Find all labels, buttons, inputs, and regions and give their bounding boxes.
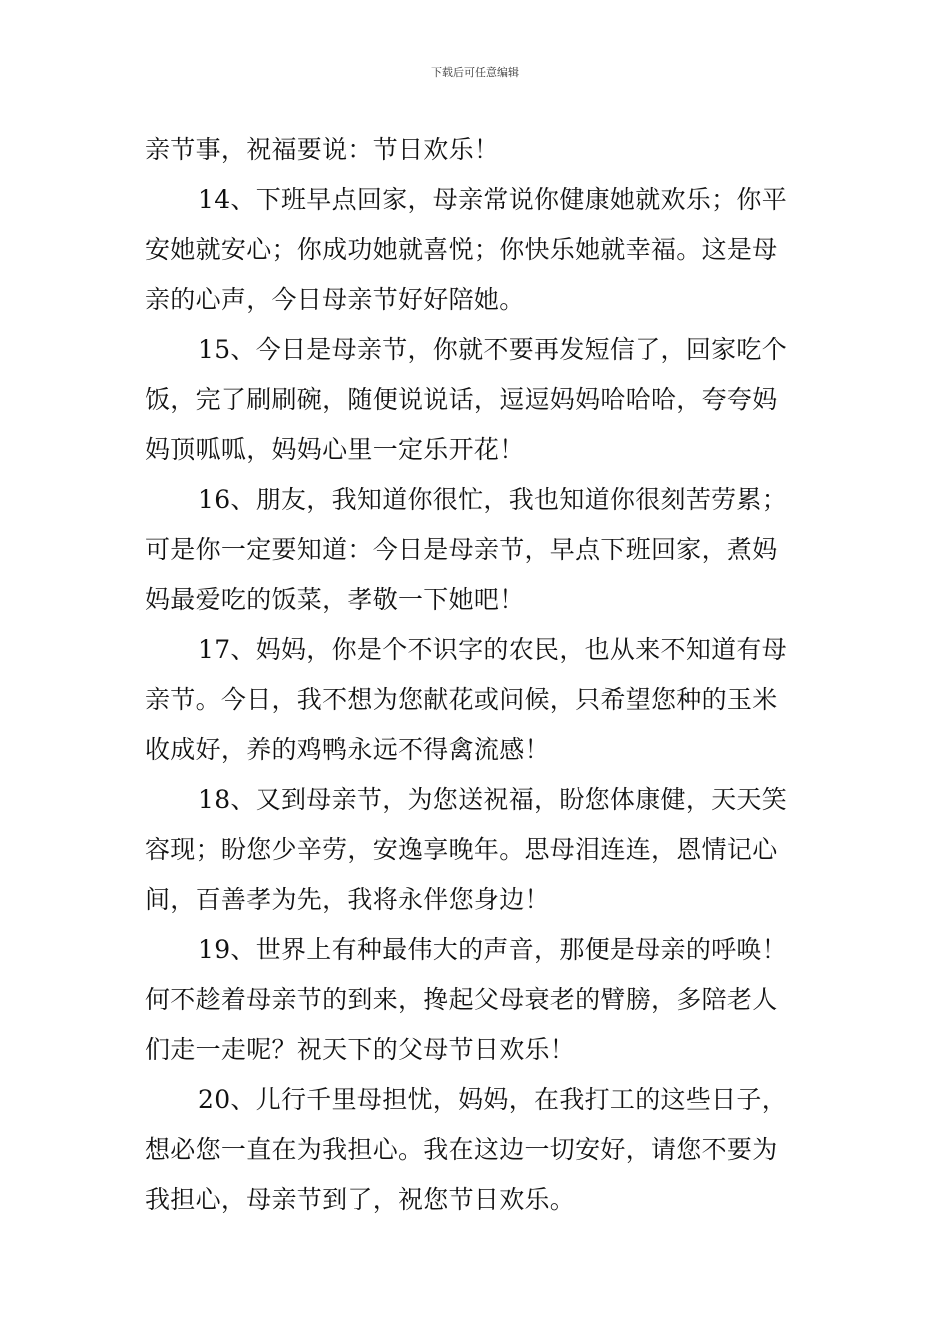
text-line: 收成好，养的鸡鸭永远不得禽流感！ bbox=[145, 735, 550, 764]
text-line: 妈顶呱呱，妈妈心里一定乐开花！ bbox=[145, 435, 525, 464]
text-line: 亲的心声，今日母亲节好好陪她。 bbox=[145, 285, 525, 314]
text-line: 可是你一定要知道：今日是母亲节，早点下班回家，煮妈 bbox=[145, 535, 778, 564]
paragraph-item-14 bbox=[145, 175, 810, 325]
text-line: 们走一走呢？祝天下的父母节日欢乐！ bbox=[145, 1035, 576, 1064]
text-line: 容现；盼您少辛劳，安逸享晚年。思母泪连连，恩情记心 bbox=[145, 835, 778, 864]
text-line: 饭，完了刷刷碗，随便说说话，逗逗妈妈哈哈哈，夸夸妈 bbox=[145, 385, 778, 414]
text-line: 15、今日是母亲节，你就不要再发短信了，回家吃个 bbox=[198, 335, 788, 364]
text-line: 间，百善孝为先，我将永伴您身边！ bbox=[145, 885, 550, 914]
paragraph-continuation bbox=[145, 125, 810, 175]
text-line: 19、世界上有种最伟大的声音，那便是母亲的呼唤！ bbox=[198, 935, 788, 964]
text-line: 何不趁着母亲节的到来，搀起父母衰老的臂膀，多陪老人 bbox=[145, 985, 778, 1014]
text-line: 我担心，母亲节到了，祝您节日欢乐。 bbox=[145, 1185, 576, 1214]
text-line: 想必您一直在为我担心。我在这边一切安好，请您不要为 bbox=[145, 1135, 778, 1164]
text-line: 20、儿行千里母担忧，妈妈，在我打工的这些日子， bbox=[198, 1085, 788, 1114]
page-header: 下载后可任意编辑 bbox=[431, 66, 519, 79]
text-line: 18、又到母亲节，为您送祝福，盼您体康健，天天笑 bbox=[198, 785, 788, 814]
paragraph-item-20 bbox=[145, 1075, 810, 1225]
paragraph-item-19 bbox=[145, 925, 810, 1075]
text-line: 妈最爱吃的饭菜，孝敬一下她吧！ bbox=[145, 585, 525, 614]
paragraph-item-15 bbox=[145, 325, 810, 475]
text-line: 14、下班早点回家，母亲常说你健康她就欢乐；你平 bbox=[198, 185, 788, 214]
document-body bbox=[145, 125, 810, 1225]
paragraph-item-18 bbox=[145, 775, 810, 925]
paragraph-item-17 bbox=[145, 625, 810, 775]
text-line: 亲节事，祝福要说：节日欢乐！ bbox=[145, 135, 500, 164]
paragraph-item-16 bbox=[145, 475, 810, 625]
text-line: 17、妈妈，你是个不识字的农民，也从来不知道有母 bbox=[198, 635, 788, 664]
text-line: 16、朋友，我知道你很忙，我也知道你很刻苦劳累； bbox=[198, 485, 788, 514]
text-line: 亲节。今日，我不想为您献花或问候，只希望您种的玉米 bbox=[145, 685, 778, 714]
text-line: 安她就安心；你成功她就喜悦；你快乐她就幸福。这是母 bbox=[145, 235, 778, 264]
